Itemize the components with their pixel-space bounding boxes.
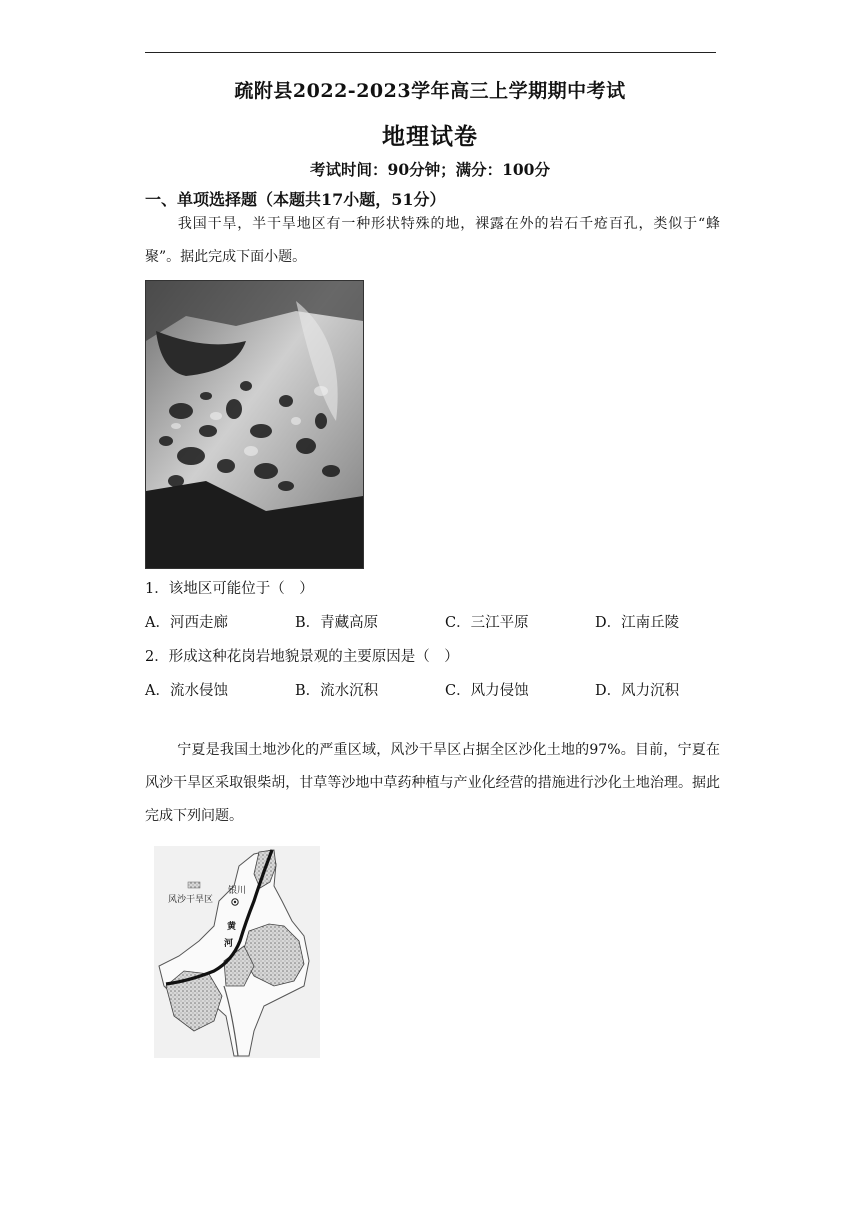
question-1-option-c[interactable]: C．三江平原 xyxy=(445,615,529,631)
passage-2-text: 宁夏是我国土地沙化的严重区域，风沙干旱区占据全区沙化土地的97%。目前，宁夏在风沙干旱区采取银柴胡，甘草等沙地中草药种植与产业化经营的措施进行沙化土地治理。据此完成下列问题。 xyxy=(145,742,720,824)
exam-title: 疏附县2022-2023学年高三上学期期中考试 xyxy=(234,80,626,102)
ningxia-map xyxy=(154,846,320,1058)
legend-swatch xyxy=(188,882,200,888)
exam-meta: 考试时间：90分钟；满分：100分 xyxy=(310,160,550,179)
question-2-option-a[interactable]: A．流水侵蚀 xyxy=(145,683,228,699)
passage-2 xyxy=(145,734,720,833)
question-1-option-a[interactable]: A．河西走廊 xyxy=(145,615,228,631)
question-1-option-b[interactable]: B．青藏高原 xyxy=(295,615,379,631)
question-2-stem: 2．形成这种花岗岩地貌景观的主要原因是（ ） xyxy=(145,649,459,665)
question-2-option-d[interactable]: D．风力沉积 xyxy=(595,683,680,699)
map-city-label: 银川 xyxy=(228,885,247,895)
header-rule xyxy=(145,52,716,53)
map-river-label-1: 黄 xyxy=(227,921,237,931)
question-1-stem: 1．该地区可能位于（ ） xyxy=(145,581,314,597)
passage-1-text: 我国干旱，半干旱地区有一种形状特殊的地，裸露在外的岩石千疮百孔，类似于“蜂聚”。据此完成下面小题。 xyxy=(145,216,720,265)
question-2-option-c[interactable]: C．风力侵蚀 xyxy=(445,683,529,699)
question-2-option-b[interactable]: B．流水沉积 xyxy=(295,683,379,699)
map-river-label-2: 河 xyxy=(224,938,234,948)
ningxia-map-image xyxy=(154,846,320,1058)
section-heading: 一、单项选择题（本题共17小题，51分） xyxy=(145,190,446,209)
subject-title: 地理试卷 xyxy=(382,123,478,150)
passage-1 xyxy=(145,208,720,274)
map-legend-label: 风沙干旱区 xyxy=(168,894,214,904)
honeycomb-rock-image xyxy=(146,281,363,568)
honeycomb-rock-photo xyxy=(145,280,364,569)
question-1-option-d[interactable]: D．江南丘陵 xyxy=(595,615,680,631)
